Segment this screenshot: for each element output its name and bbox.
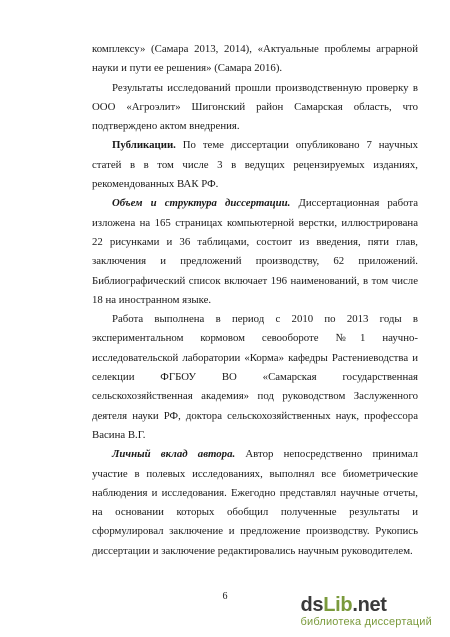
- body-text: [92, 40, 418, 561]
- paragraph-volume-structure: [92, 194, 418, 310]
- paragraph-work-period: Работа выполнена в период с 2010 по 2013 годы в экспериментальном кормовом севообороте №1 научно-исследовательской лаборатории «Корма» кафедры Растениеводства и селекции ФГБОУ ВО «Самарская государственная сельскохозяйственная академия» под руководством Заслуженного деятеля науки РФ, доктора сельскохозяйственных наук, профессора Васина В.Г.: [92, 313, 418, 441]
- heading-volume-structure: Объем и структура диссертации.: [112, 197, 291, 210]
- paragraph-implementation: Результаты исследований прошли производственную проверку в ООО «Агроэлит» Шигонский район Самарская область, что подтверждено актом внедрения.: [92, 81, 418, 133]
- volume-structure-text: Диссертационная работа изложена на 165 страницах компьютерной верстки, иллюстрирована 22 рисунками и 36 таблицами, состоит из введения, пяти глав, заключения и предложений производству, 62 приложений. Библиографический список включает 196 наименований, в том числе 18 на иностранном языке.: [92, 197, 418, 306]
- personal-contribution-text: Автор непосредственно принимал участие в полевых исследованиях, выполнял все биометрические наблюдения и исследования. Ежегодно представлял научные отчеты, на основании которых обобщил полученные результаты и сформулировал заключение и предложение производству. Рукопись диссертации и заключение редактировались научным руководителем.: [92, 448, 418, 557]
- dslib-subtitle: библиотека диссертаций: [300, 616, 432, 628]
- dslib-logo: dsLib.net: [300, 594, 387, 616]
- heading-personal-contribution: Личный вклад автора.: [112, 448, 236, 461]
- paragraph-conferences: комплексу» (Самара 2013, 2014), «Актуальные проблемы аграрной науки и пути ее решения» (Самара 2016).: [92, 43, 418, 75]
- publications-text: По теме диссертации опубликовано 7 научных статей в в том числе 3 в ведущих рецензируемых изданиях, рекомендованных ВАК РФ.: [92, 139, 418, 191]
- page-number: 6: [222, 591, 228, 602]
- heading-publications: Публикации.: [112, 139, 176, 152]
- paragraph-publications: [92, 136, 418, 194]
- dslib-watermark: [300, 595, 432, 629]
- paragraph-personal-contribution: [92, 445, 418, 561]
